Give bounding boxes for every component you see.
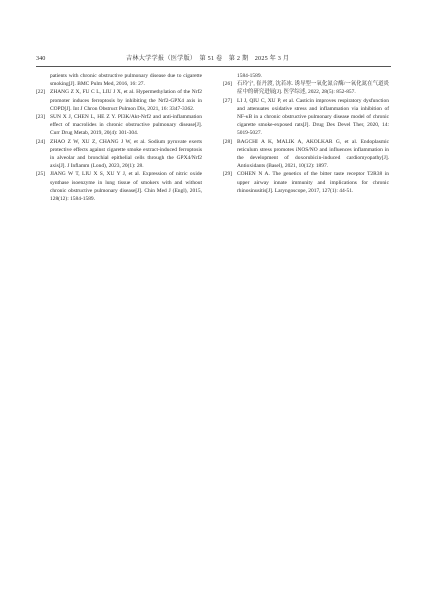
- reference-27: [223, 97, 389, 138]
- journal-title: 吉林大学学报（医学版） 第 51 卷 第 2 期 2025 年 3 月: [126, 55, 290, 62]
- reference-29: [223, 170, 389, 195]
- reference-continuation: [36, 72, 202, 88]
- reference-26: [223, 80, 389, 96]
- reference-text: BAGCHI A K, MALIK A, AKOLKAR G, et al. Endoplasmic reticulum stress promotes iNOS/NO and influences inflammation in the development of doxorubicin-induced cardiomyopathy[J]. Antioxidants (Basel), 2021, 10(12): 1897.: [237, 138, 389, 170]
- reference-number: [27]: [223, 97, 233, 104]
- reference-text: patients with chronic obstructive pulmonary disease due to cigarette smoking[J]. BMC Pulm Med, 2016, 16: 27.: [50, 73, 202, 88]
- reference-28: [223, 138, 389, 171]
- reference-22: [36, 88, 202, 113]
- reference-text: 石玲宁, 崔丹渡, 沈若冰. 诱导型一氧化氮合酶/一氧化氮在气道炎症中的研究进展[J]. 医学综述, 2022, 28(5): 852-857.: [237, 81, 389, 96]
- reference-text: ZHANG Z X, FU C L, LIU J X, et al. Hypermethylation of the Nrf2 promoter induces ferroptosis by inhibiting the Nrf2-GPX4 axis in COPD[J]. Int J Chron Obstruct Pulmon Dis, 2021, 16: 3347-3362.: [50, 89, 202, 112]
- reference-continuation: [223, 72, 389, 80]
- reference-number: [22]: [36, 89, 46, 96]
- reference-24: [36, 138, 202, 171]
- reference-number: [23]: [36, 114, 46, 121]
- running-header: [36, 55, 391, 65]
- reference-number: [24]: [36, 138, 46, 145]
- reference-number: [29]: [223, 171, 233, 178]
- reference-text: ZHAO Z W, XU Z, CHANG J W, et al. Sodium pyruvate exerts protective effects against cigarette smoke extract-induced ferroptosis in alveolar and bronchial epithelial cells through the GPX4/Nrf2 axis[J]. J Inflamm (Lond), 2023, 20(1): 28.: [50, 138, 202, 170]
- reference-text: SUN X J, CHEN L, HE Z Y. PI3K/Akt-Nrf2 and anti-inflammation effect of macrolides in chronic obstructive pulmonary disease[J]. Curr Drug Metab, 2019, 20(4): 301-304.: [50, 114, 202, 137]
- reference-number: [28]: [223, 138, 233, 145]
- reference-25: [36, 170, 202, 203]
- reference-text: LI J, QIU C, XU P, et al. Casticin improves respiratory dysfunction and attenuates oxidative stress and inflammation via inhibition of NF-κB in a chronic obstructive pulmonary disease model of chronic cigarette smoke-exposed rats[J]. Drug Des Devel Ther, 2020, 14: 5019-5027.: [237, 97, 389, 137]
- page-number: 340: [36, 55, 46, 62]
- header-rule: [36, 66, 391, 67]
- reference-number: [25]: [36, 171, 46, 178]
- reference-text: 1584-1589.: [237, 73, 262, 79]
- left-column: [36, 72, 202, 203]
- reference-text: JIANG W T, LIU X S, XU Y J, et al. Expression of nitric oxide synthase isoenzyme in lung tissue of smokers with and without chronic obstructive pulmonary disease[J]. Chin Med J (Engl), 2015, 128(12): 1584-1589.: [50, 171, 202, 203]
- reference-text: COHEN N A. The genetics of the bitter taste receptor T2R38 in upper airway innate immunity and implications for chronic rhinosinusitis[J]. Laryngoscope, 2017, 127(1): 44-51.: [237, 171, 389, 194]
- reference-23: [36, 113, 202, 138]
- reference-number: [26]: [223, 81, 233, 88]
- right-column: [223, 72, 389, 195]
